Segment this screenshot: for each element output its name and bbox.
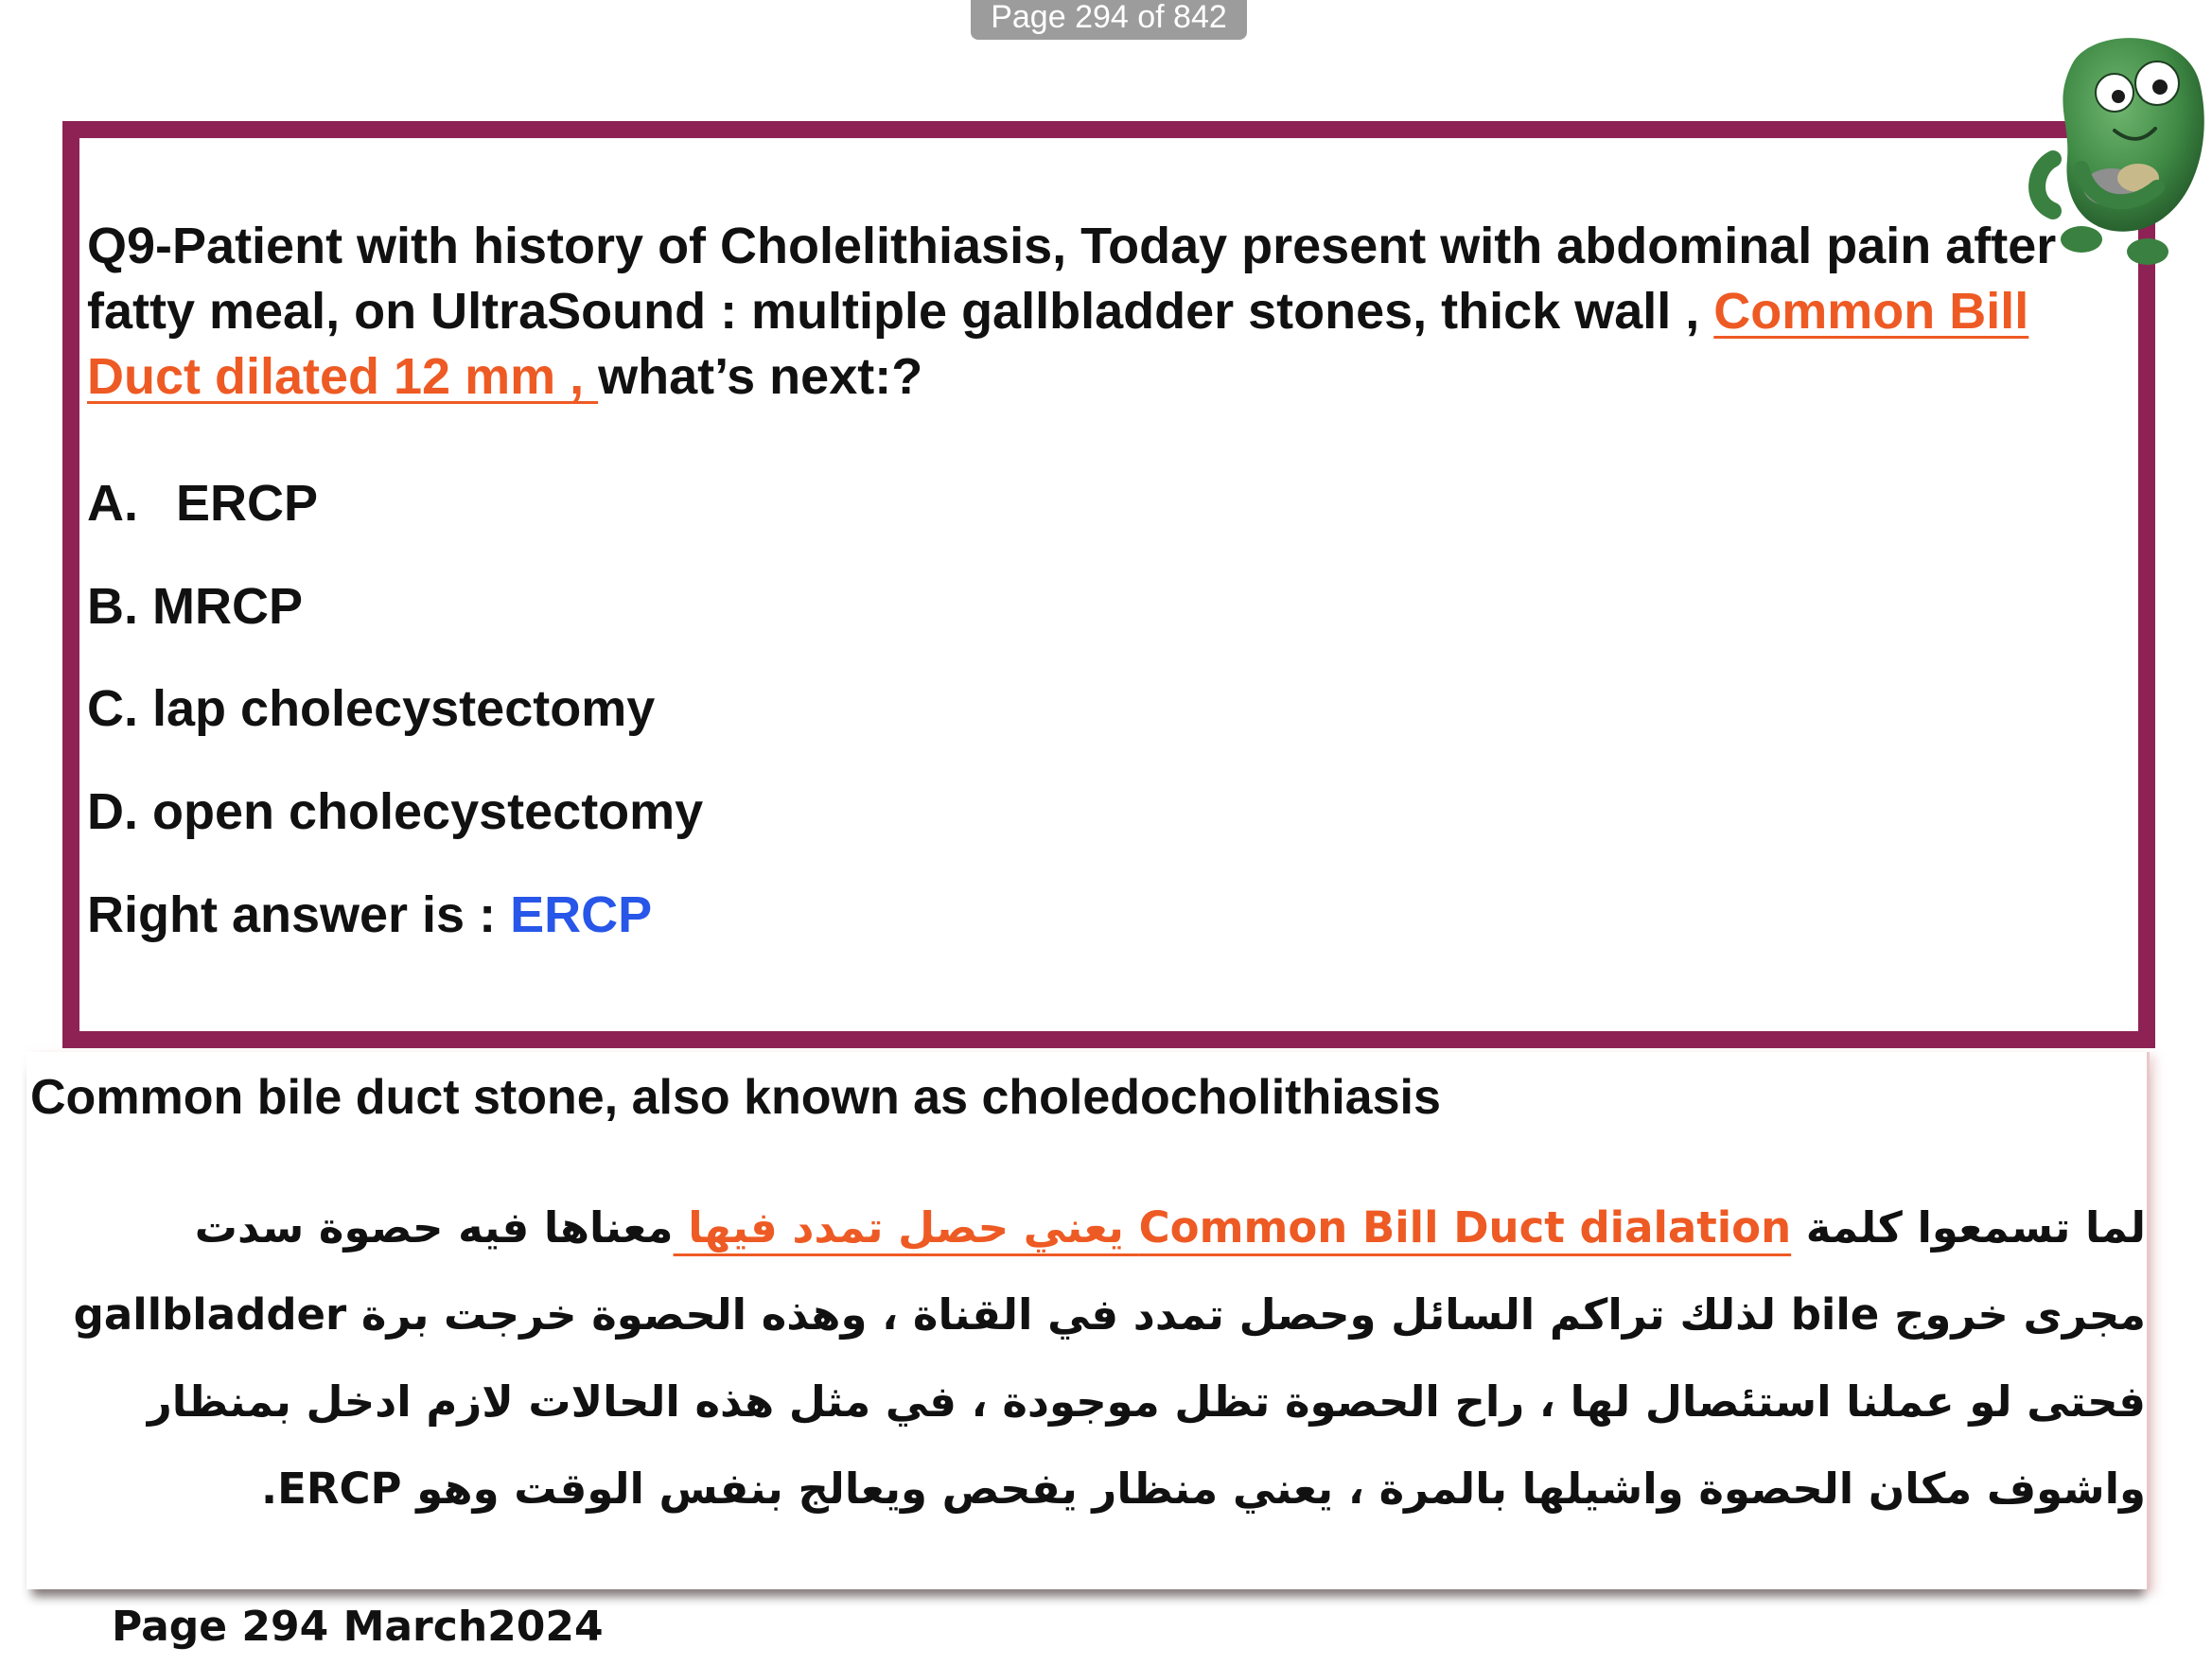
option-a-letter: A. <box>87 475 138 532</box>
explanation-line-1-start: لما تسمعوا كلمة <box>1791 1202 2146 1253</box>
option-b <box>87 578 303 635</box>
explanation-body <box>53 1184 2146 1533</box>
option-a-text: ERCP <box>176 475 319 532</box>
page-footer: Page 294 March2024 <box>112 1603 604 1651</box>
answer-value: ERCP <box>510 886 653 943</box>
option-c <box>87 680 655 737</box>
option-c-text: lap cholecystectomy <box>152 680 656 737</box>
explanation-line-4: واشوف مكان الحصوة واشيلها بالمرة ، يعني منظار يفحص ويعالج بنفس الوقت وهو ERCP. <box>261 1463 2146 1514</box>
answer-label: Right answer is : <box>87 886 511 943</box>
explanation-title: Common bile duct stone, also known as choledocholithiasis <box>30 1070 1441 1125</box>
option-b-letter: B. <box>87 578 138 635</box>
explanation-highlight: Common Bill Duct dialation يعني حصل تمدد فيها <box>673 1202 1792 1253</box>
question-text-end: what’s next:? <box>598 348 923 405</box>
explanation-line-1 <box>53 1184 2146 1271</box>
question-highlight: Common Bill Duct dilated 12 mm , <box>87 283 2029 405</box>
question-text-start: Q9-Patient with history of Cholelithiasis, Today present with abdominal pain after fatty meal, on UltraSound : multiple gallbladder stones, thick wall , <box>87 218 2057 340</box>
right-answer <box>87 886 652 943</box>
explanation-line-1-end: معناها فيه حصوة سدت <box>194 1202 674 1253</box>
option-d-letter: D. <box>87 783 138 840</box>
option-d-text: open cholecystectomy <box>152 783 704 840</box>
question-stem <box>87 214 2093 410</box>
option-b-text: MRCP <box>152 578 304 635</box>
page-indicator: Page 294 of 842 <box>971 0 1247 40</box>
option-a <box>87 475 318 532</box>
explanation-line-2: مجرى خروج bile لذلك تراكم السائل وحصل تمدد في القناة ، وهذه الحصوة خرجت برة gallbladder <box>73 1289 2146 1340</box>
explanation-line-3: فحتى لو عملنا استئصال لها ، راح الحصوة تظل موجودة ، في مثل هذه الحالات لازم ادخل بمنظار <box>147 1376 2146 1427</box>
option-c-letter: C. <box>87 680 138 737</box>
option-d <box>87 783 703 840</box>
